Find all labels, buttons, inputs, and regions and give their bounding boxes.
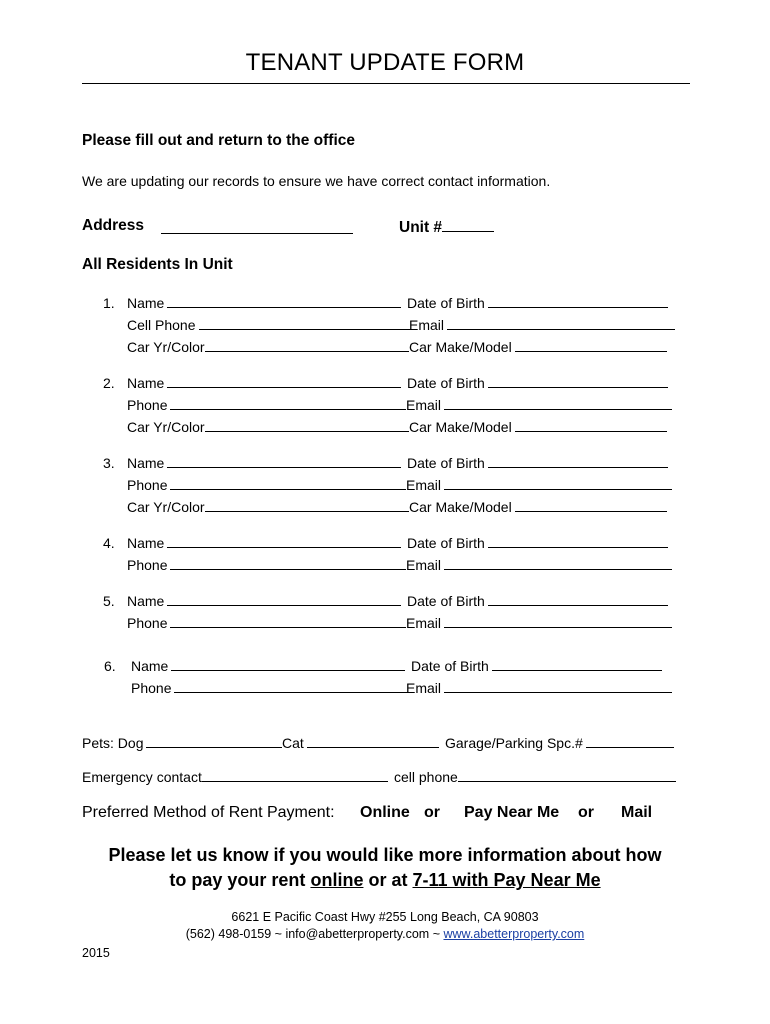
- cell-phone-label: cell phone: [394, 769, 458, 785]
- payment-near-me-text: Pay Near Me: [464, 804, 560, 821]
- resident-4-date-of-birth: [407, 534, 668, 552]
- input-line[interactable]: [444, 556, 672, 570]
- field-label: Email: [406, 557, 442, 573]
- resident-number: 3.: [103, 455, 115, 471]
- emergency-contact: [82, 768, 388, 786]
- field-label: Phone: [127, 615, 168, 631]
- page-title: TENANT UPDATE FORM: [245, 49, 525, 76]
- field-label: Car Make/Model: [409, 419, 512, 435]
- note-part-b: or at: [368, 870, 408, 890]
- footer-address: 6621 E Pacific Coast Hwy #255 Long Beach, CA 90803: [231, 910, 539, 924]
- pets-dog: [82, 734, 282, 752]
- cell-phone-field[interactable]: [458, 768, 676, 782]
- input-line[interactable]: [174, 679, 410, 693]
- field-label: Date of Birth: [407, 455, 485, 471]
- input-line[interactable]: [167, 454, 401, 468]
- resident-5-name: [127, 592, 401, 610]
- resident-5-email: [406, 614, 672, 632]
- resident-6-phone: [131, 679, 410, 697]
- field-label: Date of Birth: [407, 593, 485, 609]
- input-line[interactable]: [488, 374, 668, 388]
- address-label: Address: [82, 217, 145, 234]
- resident-3-car-yr-color: [127, 498, 409, 516]
- input-line[interactable]: [170, 614, 406, 628]
- field-label: Car Make/Model: [409, 339, 512, 355]
- field-label: Name: [127, 593, 165, 609]
- emergency-cell-phone: [394, 768, 676, 786]
- input-line[interactable]: [488, 454, 668, 468]
- resident-3-name: [127, 454, 401, 472]
- footer-phone-email: (562) 498-0159 ~ info@abetterproperty.com ~: [185, 927, 440, 941]
- payment-label: Preferred Method of Rent Payment:: [82, 804, 335, 821]
- emergency-field[interactable]: [202, 768, 388, 782]
- payment-option-online[interactable]: [360, 804, 410, 822]
- input-line[interactable]: [488, 534, 668, 548]
- input-line[interactable]: [170, 396, 406, 410]
- field-label: Date of Birth: [407, 375, 485, 391]
- input-line[interactable]: [205, 338, 409, 352]
- payment-option-mail[interactable]: [621, 804, 652, 822]
- pets-cat-field[interactable]: [307, 734, 439, 748]
- resident-6-email: [406, 679, 672, 697]
- input-line[interactable]: [488, 294, 668, 308]
- footer-website-link[interactable]: www.abetterproperty.com: [443, 927, 585, 941]
- field-label: Date of Birth: [411, 658, 489, 674]
- resident-2-date-of-birth: [407, 374, 668, 392]
- resident-4-name: [127, 534, 401, 552]
- resident-2-email: [406, 396, 672, 414]
- garage: [445, 734, 674, 752]
- resident-2-car-yr-color: [127, 418, 409, 436]
- emergency-label: Emergency contact: [82, 769, 202, 785]
- unit-field[interactable]: [442, 217, 494, 232]
- input-line[interactable]: [492, 657, 662, 671]
- resident-3-date-of-birth: [407, 454, 668, 472]
- field-label: Date of Birth: [407, 295, 485, 311]
- field-label: Email: [406, 615, 442, 631]
- field-label: Name: [127, 455, 165, 471]
- input-line[interactable]: [167, 294, 401, 308]
- field-label: Name: [127, 535, 165, 551]
- input-line[interactable]: [515, 418, 667, 432]
- resident-6-name: [131, 657, 405, 675]
- unit-label-text: Unit #: [399, 219, 443, 236]
- resident-2-phone: [127, 396, 406, 414]
- input-line[interactable]: [444, 614, 672, 628]
- field-label: Email: [406, 397, 442, 413]
- resident-1-date-of-birth: [407, 294, 668, 312]
- instruction-heading: Please fill out and return to the office: [82, 132, 356, 149]
- payment-mail-text: Mail: [621, 804, 653, 821]
- resident-3-phone: [127, 476, 406, 494]
- note-store: 7-11 with Pay Near Me: [412, 870, 601, 890]
- input-line[interactable]: [515, 338, 667, 352]
- note-online: online: [310, 870, 364, 890]
- info-note-line-1: Please let us know if you would like more information about how: [108, 845, 662, 865]
- field-label: Car Yr/Color: [127, 419, 205, 435]
- resident-number: 1.: [103, 295, 115, 311]
- resident-2-name: [127, 374, 401, 392]
- input-line[interactable]: [447, 316, 675, 330]
- resident-5-date-of-birth: [407, 592, 668, 610]
- resident-3-email: [406, 476, 672, 494]
- resident-1-email: [409, 316, 675, 334]
- field-label: Car Make/Model: [409, 499, 512, 515]
- input-line[interactable]: [515, 498, 667, 512]
- payment-or-1: [424, 804, 440, 822]
- resident-2-car-make-model: [409, 418, 667, 436]
- resident-1-name: [127, 294, 401, 312]
- address-field[interactable]: [161, 219, 353, 234]
- resident-1-car-yr-color: [127, 338, 409, 356]
- resident-1-cell-phone: [127, 316, 412, 334]
- input-line[interactable]: [205, 418, 409, 432]
- input-line[interactable]: [167, 534, 401, 548]
- field-label: Date of Birth: [407, 535, 485, 551]
- pets-dog-label: Pets: Dog: [82, 735, 144, 751]
- field-label: Phone: [127, 557, 168, 573]
- payment-option-pay-near-me[interactable]: [464, 804, 559, 822]
- field-label: Email: [409, 317, 445, 333]
- pets-cat: [282, 734, 439, 752]
- field-label: Phone: [127, 477, 168, 493]
- payment-or-2-text: or: [578, 804, 594, 821]
- field-label: Cell Phone: [127, 317, 196, 333]
- field-label: Phone: [131, 680, 172, 696]
- pets-cat-label: Cat: [282, 735, 304, 751]
- input-line[interactable]: [444, 476, 672, 490]
- title-divider: [82, 83, 690, 84]
- input-line[interactable]: [199, 316, 412, 330]
- resident-3-car-make-model: [409, 498, 667, 516]
- input-line[interactable]: [170, 476, 406, 490]
- field-label: Car Yr/Color: [127, 499, 205, 515]
- input-line[interactable]: [167, 374, 401, 388]
- payment-or-2: [578, 804, 594, 822]
- year: 2015: [82, 946, 110, 960]
- resident-1-car-make-model: [409, 338, 667, 356]
- garage-field[interactable]: [586, 734, 674, 748]
- field-label: Phone: [127, 397, 168, 413]
- pets-dog-field[interactable]: [146, 734, 282, 748]
- intro-text: We are updating our records to ensure we have correct contact information.: [82, 173, 551, 189]
- note-part-a: to pay your rent: [169, 870, 306, 890]
- input-line[interactable]: [170, 556, 406, 570]
- resident-number: 5.: [103, 593, 115, 609]
- input-line[interactable]: [205, 498, 409, 512]
- payment-online-text: Online: [360, 804, 410, 821]
- field-label: Email: [406, 477, 442, 493]
- residents-heading: All Residents In Unit: [82, 256, 233, 273]
- resident-number: 4.: [103, 535, 115, 551]
- info-note-line-2: [0, 870, 770, 891]
- field-label: Email: [406, 680, 442, 696]
- field-label: Car Yr/Color: [127, 339, 205, 355]
- resident-5-phone: [127, 614, 406, 632]
- field-label: Name: [131, 658, 169, 674]
- field-label: Name: [127, 295, 165, 311]
- input-line[interactable]: [171, 657, 405, 671]
- resident-4-phone: [127, 556, 406, 574]
- resident-number: 2.: [103, 375, 115, 391]
- resident-4-email: [406, 556, 672, 574]
- payment-or-1-text: or: [424, 804, 440, 821]
- resident-6-date-of-birth: [411, 657, 662, 675]
- resident-number: 6.: [104, 658, 116, 674]
- input-line[interactable]: [488, 592, 668, 606]
- garage-label: Garage/Parking Spc.#: [445, 735, 583, 751]
- field-label: Name: [127, 375, 165, 391]
- input-line[interactable]: [167, 592, 401, 606]
- footer-contact: [0, 927, 770, 941]
- unit-label: [399, 217, 494, 237]
- input-line[interactable]: [444, 396, 672, 410]
- input-line[interactable]: [444, 679, 672, 693]
